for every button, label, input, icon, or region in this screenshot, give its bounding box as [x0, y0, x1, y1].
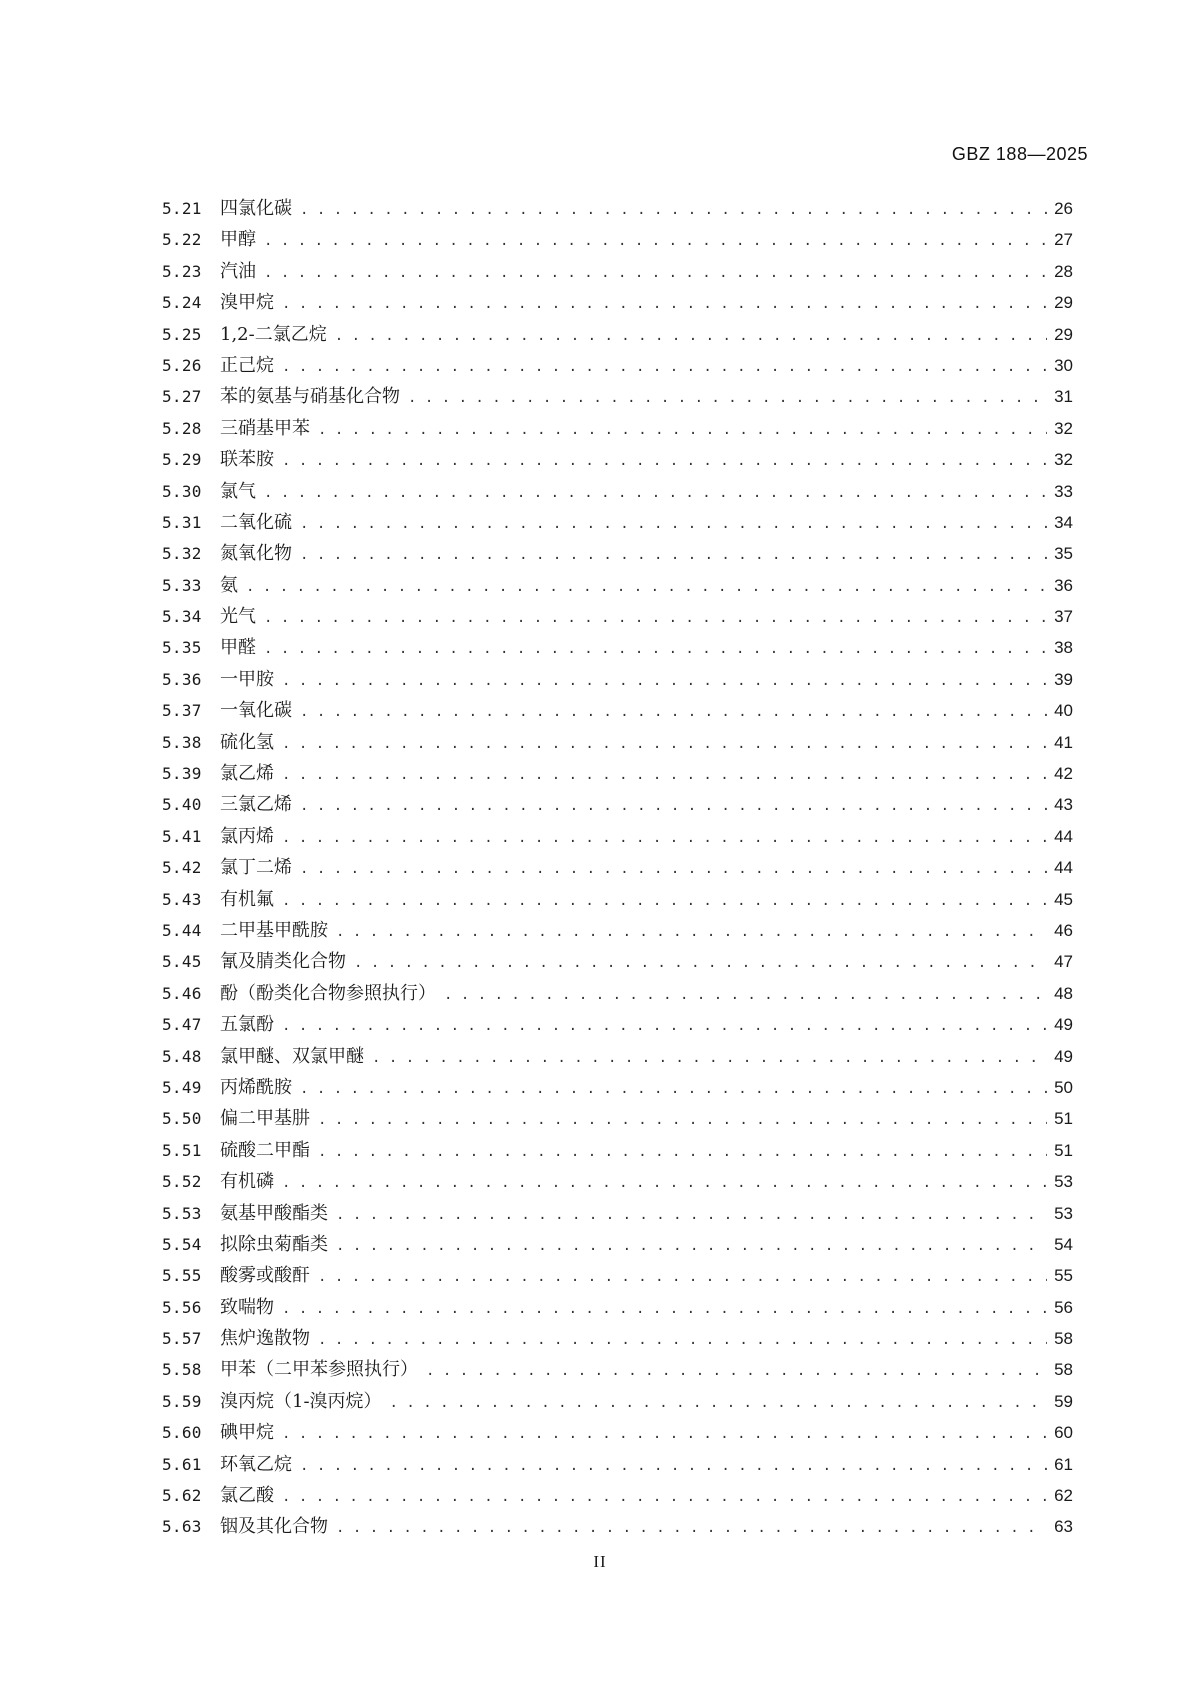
toc-entry[interactable] — [162, 601, 1073, 632]
toc-dot-leader — [300, 854, 1047, 885]
toc-section-number: 5.45 — [162, 952, 202, 972]
toc-page-number: 30 — [1054, 355, 1073, 375]
toc-dot-leader — [336, 1513, 1047, 1544]
toc-dot-leader — [300, 1451, 1047, 1482]
toc-page-number: 62 — [1054, 1486, 1073, 1506]
toc-section-title: 丙烯酰胺 — [220, 1076, 292, 1098]
toc-page-number: 41 — [1054, 732, 1073, 752]
toc-section-number: 5.31 — [162, 512, 202, 532]
toc-section-number: 5.38 — [162, 732, 202, 752]
toc-section-title: 铟及其化合物 — [220, 1516, 328, 1538]
toc-dot-leader — [300, 509, 1047, 540]
toc-dot-leader — [282, 1168, 1047, 1199]
toc-dot-leader — [282, 666, 1047, 697]
toc-section-title: 1,2-二氯乙烷 — [220, 323, 327, 345]
table-of-contents — [162, 193, 1073, 1543]
toc-section-title: 氯甲醚、双氯甲醚 — [220, 1045, 364, 1067]
toc-section-number: 5.41 — [162, 826, 202, 846]
toc-dot-leader — [408, 383, 1047, 414]
toc-section-title: 氮氧化物 — [220, 543, 292, 565]
toc-entry[interactable] — [162, 1511, 1073, 1542]
toc-dot-leader — [282, 1482, 1047, 1513]
toc-page-number: 51 — [1054, 1109, 1073, 1129]
toc-entry[interactable] — [162, 193, 1073, 224]
toc-entry[interactable] — [162, 1041, 1073, 1072]
toc-page-number: 40 — [1054, 701, 1073, 721]
toc-dot-leader — [300, 697, 1047, 728]
toc-section-title: 氯气 — [220, 480, 256, 502]
toc-page-number: 48 — [1054, 983, 1073, 1003]
toc-dot-leader — [264, 478, 1047, 509]
toc-page-number: 58 — [1054, 1329, 1073, 1349]
toc-page-number: 38 — [1054, 638, 1073, 658]
toc-section-title: 甲醛 — [220, 637, 256, 659]
toc-page-number: 49 — [1054, 1046, 1073, 1066]
toc-section-title: 氨 — [220, 574, 238, 596]
toc-section-title: 苯的氨基与硝基化合物 — [220, 386, 400, 408]
toc-entry[interactable] — [162, 1292, 1073, 1323]
toc-page-number: 27 — [1054, 230, 1073, 250]
toc-section-number: 5.32 — [162, 544, 202, 564]
toc-entry[interactable] — [162, 1386, 1073, 1417]
toc-entry[interactable] — [162, 1166, 1073, 1197]
toc-dot-leader — [282, 446, 1047, 477]
toc-page-number: 46 — [1054, 920, 1073, 940]
toc-entry[interactable] — [162, 915, 1073, 946]
toc-dot-leader — [318, 1105, 1047, 1136]
toc-section-number: 5.50 — [162, 1109, 202, 1129]
toc-page-number: 39 — [1054, 669, 1073, 689]
toc-section-number: 5.26 — [162, 355, 202, 375]
toc-dot-leader — [264, 634, 1047, 665]
toc-page-number: 49 — [1054, 1015, 1073, 1035]
toc-section-title: 致喘物 — [220, 1296, 274, 1318]
toc-page-number: 53 — [1054, 1172, 1073, 1192]
toc-page-number: 42 — [1054, 764, 1073, 784]
toc-dot-leader — [390, 1388, 1047, 1419]
toc-dot-leader — [264, 258, 1047, 289]
toc-entry[interactable] — [162, 1354, 1073, 1385]
toc-section-title: 氯乙烯 — [220, 763, 274, 785]
toc-section-number: 5.37 — [162, 701, 202, 721]
toc-dot-leader — [300, 791, 1047, 822]
toc-dot-leader — [354, 948, 1047, 979]
toc-section-title: 酸雾或酸酐 — [220, 1265, 310, 1287]
toc-section-title: 拟除虫菊酯类 — [220, 1233, 328, 1255]
toc-section-number: 5.39 — [162, 764, 202, 784]
toc-section-title: 偏二甲基肼 — [220, 1108, 310, 1130]
toc-page-number: 45 — [1054, 889, 1073, 909]
toc-page-number: 50 — [1054, 1077, 1073, 1097]
toc-page-number: 37 — [1054, 607, 1073, 627]
toc-section-number: 5.48 — [162, 1046, 202, 1066]
toc-section-number: 5.57 — [162, 1329, 202, 1349]
toc-page-number: 32 — [1054, 450, 1073, 470]
toc-dot-leader — [372, 1043, 1047, 1074]
toc-page-number: 47 — [1054, 952, 1073, 972]
toc-dot-leader — [426, 1356, 1047, 1387]
toc-section-title: 酚（酚类化合物参照执行） — [220, 982, 436, 1004]
toc-entry[interactable] — [162, 632, 1073, 663]
toc-dot-leader — [282, 1011, 1047, 1042]
toc-section-number: 5.42 — [162, 858, 202, 878]
toc-entry[interactable] — [162, 1135, 1073, 1166]
toc-dot-leader — [318, 1325, 1047, 1356]
toc-page-number: 29 — [1054, 293, 1073, 313]
toc-section-title: 氯丁二烯 — [220, 857, 292, 879]
toc-dot-leader — [444, 980, 1047, 1011]
toc-section-number: 5.61 — [162, 1454, 202, 1474]
toc-entry[interactable] — [162, 1229, 1073, 1260]
toc-entry[interactable] — [162, 1480, 1073, 1511]
toc-entry[interactable] — [162, 1072, 1073, 1103]
toc-section-number: 5.53 — [162, 1203, 202, 1223]
toc-entry[interactable] — [162, 727, 1073, 758]
toc-section-title: 正己烷 — [220, 354, 274, 376]
toc-dot-leader — [264, 603, 1047, 634]
toc-entry[interactable] — [162, 1103, 1073, 1134]
toc-section-number: 5.44 — [162, 920, 202, 940]
toc-page-number: 36 — [1054, 575, 1073, 595]
toc-entry[interactable] — [162, 821, 1073, 852]
toc-section-number: 5.34 — [162, 607, 202, 627]
toc-entry[interactable] — [162, 695, 1073, 726]
toc-section-number: 5.43 — [162, 889, 202, 909]
toc-section-title: 溴甲烷 — [220, 292, 274, 314]
toc-section-title: 有机氟 — [220, 888, 274, 910]
toc-section-title: 环氧乙烷 — [220, 1453, 292, 1475]
toc-section-number: 5.52 — [162, 1172, 202, 1192]
toc-page-number: 28 — [1054, 261, 1073, 281]
toc-section-number: 5.22 — [162, 230, 202, 250]
toc-entry[interactable] — [162, 978, 1073, 1009]
toc-dot-leader — [282, 1419, 1047, 1450]
toc-section-number: 5.55 — [162, 1266, 202, 1286]
toc-dot-leader — [282, 760, 1047, 791]
toc-section-title: 光气 — [220, 606, 256, 628]
toc-section-number: 5.33 — [162, 575, 202, 595]
toc-section-title: 二甲基甲酰胺 — [220, 919, 328, 941]
toc-dot-leader — [336, 917, 1047, 948]
toc-section-number: 5.46 — [162, 983, 202, 1003]
toc-section-number: 5.58 — [162, 1360, 202, 1380]
toc-page-number: 61 — [1054, 1454, 1073, 1474]
toc-entry[interactable] — [162, 1323, 1073, 1354]
toc-dot-leader — [264, 226, 1047, 257]
toc-page-number: 31 — [1054, 387, 1073, 407]
toc-section-title: 一甲胺 — [220, 668, 274, 690]
toc-page-number: 32 — [1054, 418, 1073, 438]
toc-section-title: 甲苯（二甲苯参照执行） — [220, 1359, 418, 1381]
toc-entry[interactable] — [162, 758, 1073, 789]
page-number: II — [593, 1552, 607, 1571]
document-code: GBZ 188—2025 — [951, 144, 1088, 164]
toc-page-number: 26 — [1054, 199, 1073, 218]
toc-section-title: 汽油 — [220, 260, 256, 282]
toc-page-number: 35 — [1054, 544, 1073, 564]
toc-page-number: 33 — [1054, 481, 1073, 501]
toc-page-number: 51 — [1054, 1140, 1073, 1160]
toc-page-number: 44 — [1054, 858, 1073, 878]
toc-section-title: 一氧化碳 — [220, 700, 292, 722]
toc-section-title: 二氧化硫 — [220, 511, 292, 533]
toc-entry[interactable] — [162, 224, 1073, 255]
toc-dot-leader — [300, 1074, 1047, 1105]
toc-section-title: 硫化氢 — [220, 731, 274, 753]
toc-entry[interactable] — [162, 319, 1073, 350]
toc-section-title: 联苯胺 — [220, 449, 274, 471]
toc-entry[interactable] — [162, 570, 1073, 601]
toc-section-number: 5.49 — [162, 1077, 202, 1097]
toc-dot-leader — [318, 415, 1047, 446]
toc-page-number: 29 — [1054, 324, 1073, 344]
toc-dot-leader — [282, 1294, 1047, 1325]
toc-section-number: 5.62 — [162, 1486, 202, 1506]
toc-section-title: 有机磷 — [220, 1171, 274, 1193]
toc-page-number: 60 — [1054, 1423, 1073, 1443]
toc-section-title: 溴丙烷（1-溴丙烷） — [220, 1390, 382, 1412]
toc-dot-leader — [282, 823, 1047, 854]
toc-dot-leader — [282, 289, 1047, 320]
toc-section-title: 五氯酚 — [220, 1014, 274, 1036]
toc-dot-leader — [300, 540, 1047, 571]
toc-section-number: 5.54 — [162, 1234, 202, 1254]
toc-section-number: 5.59 — [162, 1391, 202, 1411]
toc-entry[interactable] — [162, 946, 1073, 977]
toc-section-number: 5.25 — [162, 324, 202, 344]
toc-dot-leader — [300, 195, 1047, 226]
toc-entry[interactable] — [162, 381, 1073, 412]
toc-page-number: 63 — [1054, 1517, 1073, 1537]
toc-section-number: 5.21 — [162, 199, 202, 218]
toc-dot-leader — [336, 1231, 1047, 1262]
toc-section-number: 5.51 — [162, 1140, 202, 1160]
toc-section-title: 硫酸二甲酯 — [220, 1139, 310, 1161]
toc-dot-leader — [336, 1200, 1047, 1231]
toc-page-number: 54 — [1054, 1234, 1073, 1254]
toc-dot-leader — [318, 1137, 1047, 1168]
toc-entry[interactable] — [162, 350, 1073, 381]
toc-entry[interactable] — [162, 1009, 1073, 1040]
toc-entry[interactable] — [162, 852, 1073, 883]
toc-page-number: 43 — [1054, 795, 1073, 815]
toc-section-number: 5.24 — [162, 293, 202, 313]
toc-section-number: 5.27 — [162, 387, 202, 407]
toc-section-title: 氨基甲酸酯类 — [220, 1202, 328, 1224]
toc-section-number: 5.56 — [162, 1297, 202, 1317]
toc-section-number: 5.36 — [162, 669, 202, 689]
toc-section-title: 焦炉逸散物 — [220, 1328, 310, 1350]
toc-section-title: 甲醇 — [220, 229, 256, 251]
toc-section-number: 5.29 — [162, 450, 202, 470]
toc-page-number: 59 — [1054, 1391, 1073, 1411]
toc-page-number: 55 — [1054, 1266, 1073, 1286]
toc-entry[interactable] — [162, 538, 1073, 569]
toc-dot-leader — [282, 886, 1047, 917]
toc-entry[interactable] — [162, 256, 1073, 287]
toc-entry[interactable] — [162, 1417, 1073, 1448]
toc-dot-leader — [246, 572, 1047, 603]
toc-section-title: 碘甲烷 — [220, 1422, 274, 1444]
toc-section-number: 5.35 — [162, 638, 202, 658]
toc-dot-leader — [318, 1262, 1047, 1293]
toc-page-number: 53 — [1054, 1203, 1073, 1223]
toc-entry[interactable] — [162, 476, 1073, 507]
toc-entry[interactable] — [162, 1260, 1073, 1291]
toc-entry[interactable] — [162, 287, 1073, 318]
toc-dot-leader — [282, 729, 1047, 760]
toc-entry[interactable] — [162, 884, 1073, 915]
toc-section-number: 5.60 — [162, 1423, 202, 1443]
toc-entry[interactable] — [162, 789, 1073, 820]
toc-section-title: 三硝基甲苯 — [220, 417, 310, 439]
toc-section-number: 5.40 — [162, 795, 202, 815]
toc-page-number: 34 — [1054, 512, 1073, 532]
toc-section-title: 四氯化碳 — [220, 198, 292, 219]
toc-page-number: 44 — [1054, 826, 1073, 846]
toc-entry[interactable] — [162, 413, 1073, 444]
toc-page-number: 56 — [1054, 1297, 1073, 1317]
toc-dot-leader — [335, 321, 1047, 352]
toc-entry[interactable] — [162, 664, 1073, 695]
toc-section-title: 氯乙酸 — [220, 1485, 274, 1507]
toc-section-number: 5.23 — [162, 261, 202, 281]
toc-section-number: 5.47 — [162, 1015, 202, 1035]
toc-section-number: 5.63 — [162, 1517, 202, 1537]
toc-section-title: 氯丙烯 — [220, 825, 274, 847]
toc-section-title: 三氯乙烯 — [220, 794, 292, 816]
toc-page-number: 58 — [1054, 1360, 1073, 1380]
toc-section-title: 氰及腈类化合物 — [220, 951, 346, 973]
toc-entry[interactable] — [162, 444, 1073, 475]
toc-section-number: 5.28 — [162, 418, 202, 438]
toc-entry[interactable] — [162, 507, 1073, 538]
toc-dot-leader — [282, 352, 1047, 383]
toc-entry[interactable] — [162, 1449, 1073, 1480]
toc-section-number: 5.30 — [162, 481, 202, 501]
toc-entry[interactable] — [162, 1198, 1073, 1229]
